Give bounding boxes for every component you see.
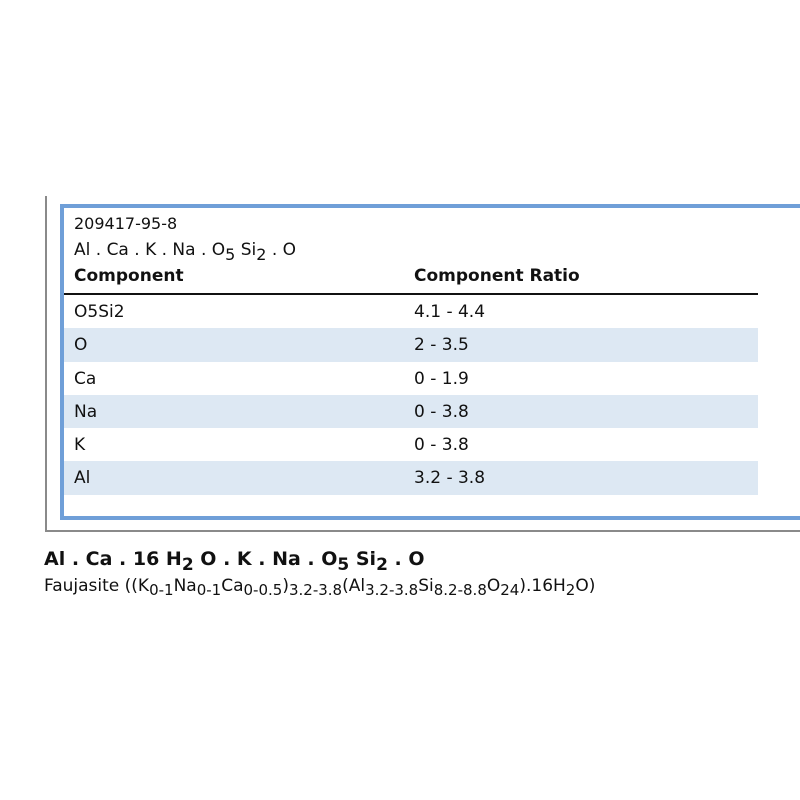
mineral-description	[44, 576, 595, 599]
formula-subscript: 2	[376, 555, 388, 575]
mineral-subscript: 0-0.5	[243, 581, 283, 599]
compound-formula-heading	[44, 548, 425, 575]
table-row	[64, 295, 758, 328]
mineral-part: O)	[575, 576, 596, 596]
ratio-cell: 0 - 1.9	[414, 368, 469, 389]
mineral-subscript: 3.2-3.8	[288, 581, 343, 599]
formula-subscript: 5	[225, 245, 236, 264]
mineral-part: Na	[173, 576, 197, 596]
component-cell: O5Si2	[74, 302, 125, 322]
mineral-subscript: 24	[500, 581, 520, 599]
formula-subscript: 2	[256, 245, 267, 264]
table-row	[64, 328, 758, 361]
mineral-part: (Al	[342, 576, 366, 596]
column-header-ratio: Component Ratio	[414, 266, 580, 286]
column-header-component: Component	[74, 266, 184, 286]
mineral-part: Si	[418, 576, 434, 596]
formula-part: Al . Ca . 16 H	[44, 548, 182, 570]
formula-part: O . K . Na . O	[193, 548, 338, 570]
mineral-subscript: 8.2-8.8	[433, 581, 487, 599]
component-cell: Na	[74, 401, 98, 422]
component-table	[64, 295, 758, 495]
table-row	[64, 395, 758, 428]
cas-number: 209417-95-8	[74, 214, 178, 233]
formula-subscript: 5	[337, 555, 350, 575]
component-cell: Al	[74, 468, 91, 489]
record-formula	[74, 240, 296, 264]
table-row	[64, 461, 758, 494]
formula-part: Si	[349, 548, 377, 570]
mineral-part: Ca	[221, 576, 244, 596]
formula-subscript: 2	[181, 555, 194, 575]
mineral-subscript: 3.2-3.8	[365, 581, 419, 599]
component-cell: O	[74, 335, 88, 356]
ratio-cell: 0 - 3.8	[414, 435, 469, 456]
formula-part: . O	[387, 548, 425, 570]
mineral-part: O	[486, 576, 501, 596]
component-cell: K	[74, 435, 86, 456]
formula-part: . O	[266, 240, 297, 260]
mineral-part: ).16H	[519, 576, 566, 596]
formula-part: Si	[235, 240, 257, 260]
ratio-cell: 3.2 - 3.8	[414, 468, 486, 489]
ratio-cell: 2 - 3.5	[414, 335, 469, 356]
mineral-part: Faujasite ((K	[44, 576, 150, 596]
mineral-part: )	[282, 576, 289, 596]
ratio-cell: 0 - 3.8	[414, 401, 469, 422]
formula-part: Al . Ca . K . Na . O	[74, 240, 226, 260]
component-cell: Ca	[74, 368, 97, 389]
mineral-subscript: 0-1	[196, 581, 222, 599]
table-row	[64, 362, 758, 395]
mineral-subscript: 0-1	[149, 581, 174, 599]
table-row	[64, 428, 758, 461]
mineral-subscript: 2	[565, 581, 576, 599]
ratio-cell: 4.1 - 4.4	[414, 302, 486, 322]
